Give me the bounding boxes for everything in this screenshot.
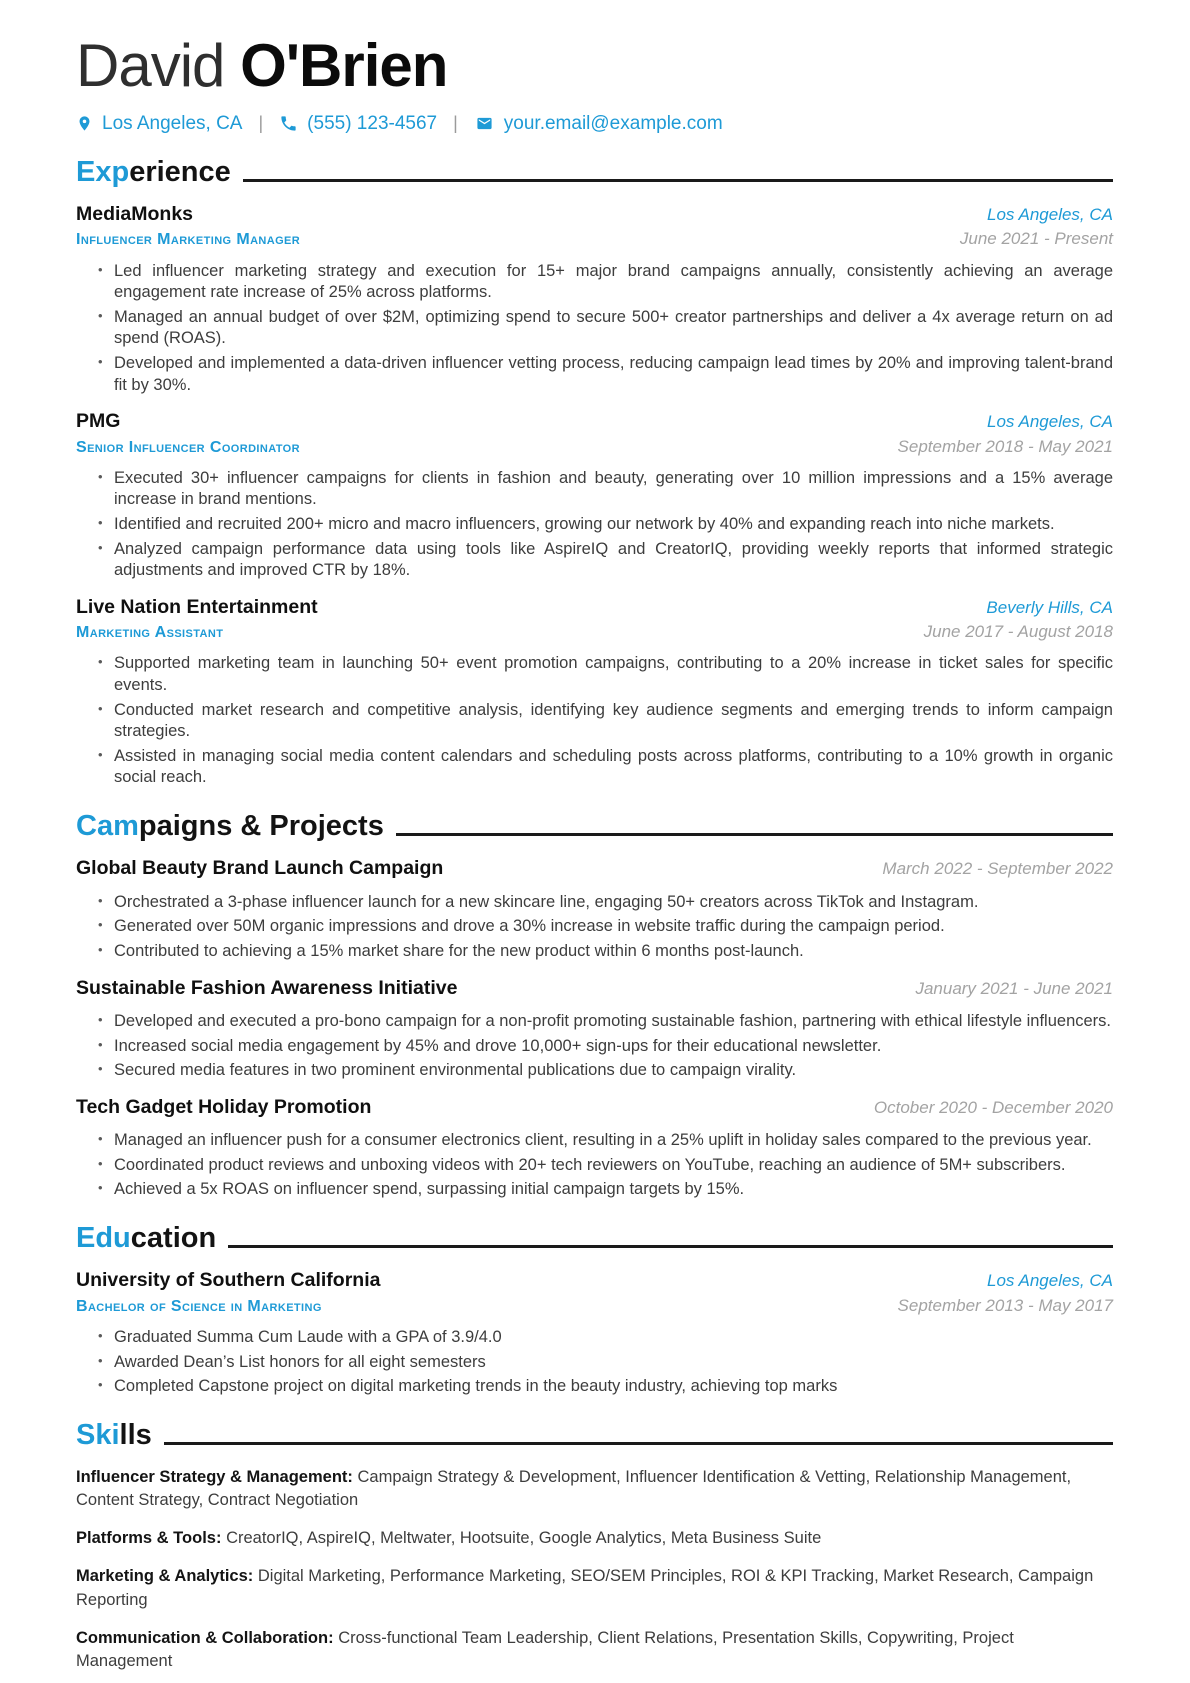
entry-dates: January 2021 - June 2021 — [915, 978, 1113, 998]
bullet-item: • Contributed to achieving a 15% market share for the new product within 6 months post-launch. — [97, 941, 1113, 963]
role-title: Influencer Marketing Manager — [76, 231, 301, 249]
section-title-accent: Ski — [76, 1418, 120, 1451]
skill-values: Digital Marketing, Performance Marketing, SEO/SEM Principles, ROI & KPI Tracking, Market Research, Campaign Reporting — [76, 1567, 1094, 1609]
section-skills — [76, 1419, 1113, 1673]
entry-subheader-row — [76, 437, 1113, 457]
entry-header-row — [76, 977, 1113, 1000]
entry-header-row — [76, 410, 1113, 433]
project-name: Sustainable Fashion Awareness Initiative — [76, 976, 458, 999]
project-entry — [76, 977, 1113, 1082]
section-title-campaigns — [76, 810, 1113, 843]
experience-entry — [76, 203, 1113, 396]
bullet-item: • Completed Capstone project on digital marketing trends in the beauty industry, achieving top marks — [97, 1376, 1113, 1398]
skill-item — [76, 1565, 1113, 1611]
entry-dates: June 2017 - August 2018 — [923, 622, 1113, 642]
entry-dates: September 2013 - May 2017 — [897, 1295, 1113, 1315]
skill-category: Marketing & Analytics: — [76, 1567, 254, 1586]
section-campaigns-projects — [76, 810, 1113, 1201]
entry-location: Los Angeles, CA — [987, 1271, 1113, 1291]
bullet-item: • Supported marketing team in launching 50+ event promotion campaigns, contributing to a 20% increase in ticket sales for specific events. — [97, 653, 1113, 696]
contact-phone-text: (555) 123-4567 — [307, 112, 438, 134]
entry-subheader-row — [76, 1296, 1113, 1316]
experience-entry — [76, 410, 1113, 582]
bullet-item: • Led influencer marketing strategy and execution for 15+ major brand campaigns annually, consistently achieving an average engagement rate increase of 25% across platforms. — [97, 261, 1113, 304]
section-title-rest: erience — [129, 155, 231, 188]
experience-entry — [76, 596, 1113, 789]
contact-phone[interactable] — [279, 113, 437, 135]
section-title-experience — [76, 156, 1113, 189]
entry-location: Los Angeles, CA — [987, 412, 1113, 432]
company-name: Live Nation Entertainment — [76, 595, 318, 618]
bullet-item: • Executed 30+ influencer campaigns for clients in fashion and beauty, generating over 10 million impressions and a 15% average increase in brand mentions. — [97, 468, 1113, 511]
location-pin-icon — [76, 113, 93, 134]
entry-header-row — [76, 203, 1113, 226]
skill-item — [76, 1527, 1113, 1550]
contact-email[interactable] — [474, 113, 723, 135]
contact-separator: | — [453, 113, 458, 134]
bullet-item: • Orchestrated a 3-phase influencer launch for a new skincare line, engaging 50+ creators across TikTok and Instagram. — [97, 892, 1113, 914]
role-title: Senior Influencer Coordinator — [76, 438, 300, 456]
bullet-item: • Assisted in managing social media content calendars and scheduling posts across platforms, contributing to a 10% growth in organic social reach. — [97, 746, 1113, 789]
skill-category: Platforms & Tools: — [76, 1529, 222, 1548]
project-name: Tech Gadget Holiday Promotion — [76, 1095, 372, 1118]
section-rule — [164, 1442, 1113, 1445]
section-rule — [243, 179, 1113, 182]
skill-values: Campaign Strategy & Development, Influencer Identification & Vetting, Relationship Management, Content Strategy, Contract Negotiation — [76, 1468, 1072, 1510]
entry-subheader-row — [76, 229, 1113, 249]
section-title-accent: Exp — [76, 155, 130, 188]
contact-location — [76, 113, 242, 135]
entry-location: Beverly Hills, CA — [986, 597, 1113, 617]
entry-header-row — [76, 596, 1113, 619]
section-title-education — [76, 1222, 1113, 1255]
bullet-item: • Developed and implemented a data-driven influencer vetting process, reducing campaign lead times by 20% and improving talent-brand fit by 30%. — [97, 353, 1113, 396]
contact-separator: | — [258, 113, 264, 134]
section-experience — [76, 156, 1113, 789]
section-title-rest: lls — [119, 1418, 152, 1451]
bullet-list — [76, 1327, 1113, 1398]
project-entry — [76, 857, 1113, 962]
section-rule — [228, 1245, 1113, 1248]
project-name: Global Beauty Brand Launch Campaign — [76, 857, 444, 880]
entry-header-row — [76, 1269, 1113, 1292]
bullet-list — [76, 468, 1113, 582]
first-name: David — [76, 32, 225, 99]
skill-item — [76, 1627, 1113, 1673]
bullet-item: • Identified and recruited 200+ micro and macro influencers, growing our network by 40% and expanding reach into niche markets. — [97, 514, 1113, 536]
skills-list — [76, 1466, 1113, 1673]
last-name: O'Brien — [240, 32, 448, 99]
skill-category: Communication & Collaboration: — [76, 1628, 334, 1647]
section-title-accent: Edu — [76, 1222, 131, 1255]
bullet-item: • Graduated Summa Cum Laude with a GPA of 3.9/4.0 — [97, 1327, 1113, 1349]
bullet-item: • Awarded Dean’s List honors for all eight semesters — [97, 1352, 1113, 1374]
section-title-rest: paigns & Projects — [138, 810, 384, 843]
section-rule — [396, 833, 1113, 836]
entry-dates: October 2020 - December 2020 — [873, 1097, 1113, 1117]
bullet-list — [76, 1011, 1113, 1082]
bullet-list — [76, 261, 1113, 397]
skill-values: Cross-functional Team Leadership, Client Relations, Presentation Skills, Copywriting, Project Management — [76, 1628, 1014, 1670]
skill-values: CreatorIQ, AspireIQ, Meltwater, Hootsuite, Google Analytics, Meta Business Suite — [226, 1529, 822, 1548]
contact-row — [76, 113, 1113, 135]
education-entry — [76, 1269, 1113, 1397]
degree-title: Bachelor of Science in Marketing — [76, 1297, 322, 1315]
bullet-list — [76, 653, 1113, 789]
bullet-list — [76, 1130, 1113, 1201]
project-entry — [76, 1096, 1113, 1201]
section-title-skills — [76, 1419, 1113, 1452]
bullet-item: • Increased social media engagement by 45% and drove 10,000+ sign-ups for their educational newsletter. — [97, 1036, 1113, 1058]
bullet-item: • Managed an annual budget of over $2M, optimizing spend to secure 500+ creator partnerships and deliver a 4x average return on ad spend (ROAS). — [97, 307, 1113, 350]
school-name: University of Southern California — [76, 1269, 381, 1292]
phone-icon — [279, 114, 298, 133]
header — [76, 34, 1113, 135]
entry-location: Los Angeles, CA — [987, 204, 1113, 224]
skill-item — [76, 1466, 1113, 1512]
entry-subheader-row — [76, 622, 1113, 642]
bullet-item: • Generated over 50M organic impressions and drove a 30% increase in website traffic during the campaign period. — [97, 916, 1113, 938]
bullet-item: • Conducted market research and competitive analysis, identifying key audience segments and emerging trends to inform campaign strategies. — [97, 700, 1113, 743]
entry-header-row — [76, 857, 1113, 880]
bullet-item: • Developed and executed a pro-bono campaign for a non-profit promoting sustainable fashion, partnering with ethical lifestyle influencers. — [97, 1011, 1113, 1033]
bullet-item: • Achieved a 5x ROAS on influencer spend, surpassing initial campaign targets by 15%. — [97, 1179, 1113, 1201]
contact-location-text: Los Angeles, CA — [102, 112, 243, 134]
bullet-item: • Analyzed campaign performance data using tools like AspireIQ and CreatorIQ, providing weekly reports that informed strategic adjustments and improved CTR by 18%. — [97, 539, 1113, 582]
role-title: Marketing Assistant — [76, 624, 224, 642]
bullet-list — [76, 892, 1113, 963]
page-title — [76, 34, 1113, 98]
entry-dates: June 2021 - Present — [959, 229, 1113, 249]
entry-dates: March 2022 - September 2022 — [882, 859, 1113, 879]
entry-header-row — [76, 1096, 1113, 1119]
skill-category: Influencer Strategy & Management: — [76, 1468, 353, 1487]
entry-dates: September 2018 - May 2021 — [897, 436, 1113, 456]
company-name: MediaMonks — [76, 202, 194, 225]
envelope-icon — [474, 115, 495, 132]
section-title-rest: cation — [130, 1222, 217, 1255]
section-title-accent: Cam — [76, 810, 139, 843]
bullet-item: • Secured media features in two prominent environmental publications due to campaign virality. — [97, 1060, 1113, 1082]
contact-email-text: your.email@example.com — [503, 112, 723, 134]
section-education — [76, 1222, 1113, 1398]
bullet-item: • Coordinated product reviews and unboxing videos with 20+ tech reviewers on YouTube, reaching an audience of 5M+ subscribers. — [97, 1155, 1113, 1177]
company-name: PMG — [76, 410, 121, 433]
bullet-item: • Managed an influencer push for a consumer electronics client, resulting in a 25% uplift in holiday sales compared to the previous year. — [97, 1130, 1113, 1152]
